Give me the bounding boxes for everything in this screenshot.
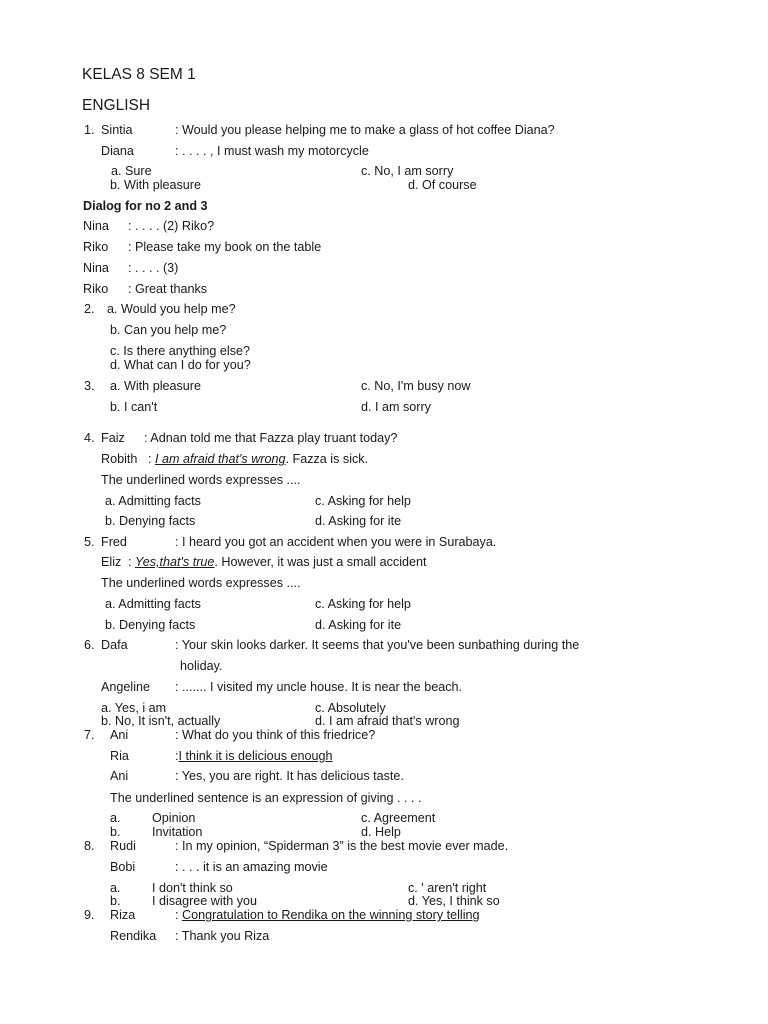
dialog-line-continued: holiday. [180, 659, 223, 673]
option-b: b. I can't [110, 400, 158, 414]
question-number: 5. [84, 535, 95, 549]
question-number: 7. [84, 728, 95, 742]
option-c: c. Is there anything else? [110, 344, 251, 358]
page-title: KELAS 8 SEM 1 [82, 66, 196, 83]
option-c: c. Absolutely [315, 701, 386, 715]
speaker-name: Rendika [110, 929, 157, 943]
underlined-expression: I think it is delicious enough [178, 749, 333, 763]
question-number: 9. [84, 908, 95, 922]
option-b: b. Can you help me? [110, 323, 227, 337]
dialog-line: : I am afraid that's wrong. Fazza is sick. [148, 452, 369, 466]
option-a-letter: a. [110, 811, 121, 825]
option-d: d. Of course [408, 178, 477, 192]
option-c: c. No, I am sorry [361, 164, 454, 178]
speaker-name: Fred [101, 535, 127, 549]
speaker-name: Riza [110, 908, 136, 922]
option-a: I don't think so [152, 881, 233, 895]
option-a: a. Yes, i am [101, 701, 167, 715]
dialog-line: : Please take my book on the table [128, 240, 322, 254]
option-b: b. Denying facts [105, 618, 196, 632]
option-a: Opinion [152, 811, 196, 825]
dialog-line: : . . . . (3) [128, 261, 179, 275]
dialog-line: : ....... I visited my uncle house. It is near the beach. [175, 680, 462, 694]
option-c: c. Agreement [361, 811, 436, 825]
dialog-line: : In my opinion, “Spiderman 3” is the best movie ever made. [175, 839, 509, 853]
dialog-line: : Adnan told me that Fazza play truant today? [144, 431, 398, 445]
dialog-line: : I heard you got an accident when you were in Surabaya. [175, 535, 497, 549]
option-d: d. Asking for ite [315, 618, 402, 632]
speaker-name: Ani [110, 769, 129, 783]
dialog-line: : Yes, you are right. It has delicious taste. [175, 769, 404, 783]
option-a: a. Sure [111, 164, 152, 178]
subject-heading: ENGLISH [82, 97, 151, 114]
option-a: a. Admitting facts [105, 494, 201, 508]
speaker-name: Riko [83, 240, 109, 254]
dialog-line: : What do you think of this friedrice? [175, 728, 376, 742]
dialog-line: : Your skin looks darker. It seems that you've been sunbathing during the [175, 638, 580, 652]
dialog-line: : Great thanks [128, 282, 208, 296]
option-c: c. ' aren't right [408, 881, 487, 895]
speaker-name: Angeline [101, 680, 151, 694]
dialog-line: : Would you please helping me to make a glass of hot coffee Diana? [175, 123, 555, 137]
dialog-line: :I think it is delicious enough [175, 749, 333, 763]
option-b-letter: b. [110, 894, 121, 908]
dialog-line: : . . . it is an amazing movie [175, 860, 328, 874]
option-d: d. Yes, I think so [408, 894, 500, 908]
dialog-line: : Yes,that's true. However, it was just a small accident [128, 555, 427, 569]
speaker-name: Ani [110, 728, 129, 742]
speaker-name: Diana [101, 144, 134, 158]
speaker-name: Rudi [110, 839, 136, 853]
option-b-letter: b. [110, 825, 121, 839]
option-b: I disagree with you [152, 894, 258, 908]
question-number: 3. [84, 379, 95, 393]
dialog-heading: Dialog for no 2 and 3 [83, 199, 208, 213]
option-a-letter: a. [110, 881, 121, 895]
question-number: 6. [84, 638, 95, 652]
question-prompt: The underlined words expresses .... [101, 473, 301, 487]
speaker-name: Nina [83, 219, 109, 233]
speaker-name: Riko [83, 282, 109, 296]
option-c: c. Asking for help [315, 494, 411, 508]
option-b: b. Denying facts [105, 514, 196, 528]
question-number: 8. [84, 839, 95, 853]
option-d: d. What can I do for you? [110, 358, 251, 372]
option-c: c. No, I'm busy now [361, 379, 471, 393]
option-a: a. Admitting facts [105, 597, 201, 611]
option-b: b. No, It isn't, actually [101, 714, 221, 728]
speaker-name: Bobi [110, 860, 136, 874]
question-prompt: The underlined words expresses .... [101, 576, 301, 590]
question-number: 2. [84, 302, 95, 316]
speaker-name: Nina [83, 261, 109, 275]
underlined-expression: Congratulation to Rendika on the winning story telling [182, 908, 480, 922]
option-d: d. I am sorry [361, 400, 431, 414]
speaker-name: Robith [101, 452, 138, 466]
speaker-name: Dafa [101, 638, 128, 652]
dialog-line: : . . . . (2) Riko? [128, 219, 215, 233]
option-d: d. I am afraid that's wrong [315, 714, 460, 728]
option-a: a. With pleasure [110, 379, 201, 393]
option-a: a. Would you help me? [107, 302, 236, 316]
dialog-line: : . . . . , I must wash my motorcycle [175, 144, 369, 158]
option-d: d. Asking for ite [315, 514, 402, 528]
question-number: 4. [84, 431, 95, 445]
underlined-expression: Yes,that's true [135, 555, 215, 569]
question-number: 1. [84, 123, 95, 137]
speaker-name: Faiz [101, 431, 125, 445]
dialog-line: : Congratulation to Rendika on the winning story telling [175, 908, 480, 922]
option-b: b. With pleasure [110, 178, 201, 192]
dialog-line: : Thank you Riza [175, 929, 270, 943]
speaker-name: Eliz [101, 555, 122, 569]
option-d: d. Help [361, 825, 401, 839]
question-prompt: The underlined sentence is an expression of giving . . . . [110, 791, 422, 805]
speaker-name: Ria [110, 749, 129, 763]
option-c: c. Asking for help [315, 597, 411, 611]
option-b: Invitation [152, 825, 203, 839]
speaker-name: Sintia [101, 123, 133, 137]
underlined-expression: I am afraid that's wrong [155, 452, 286, 466]
